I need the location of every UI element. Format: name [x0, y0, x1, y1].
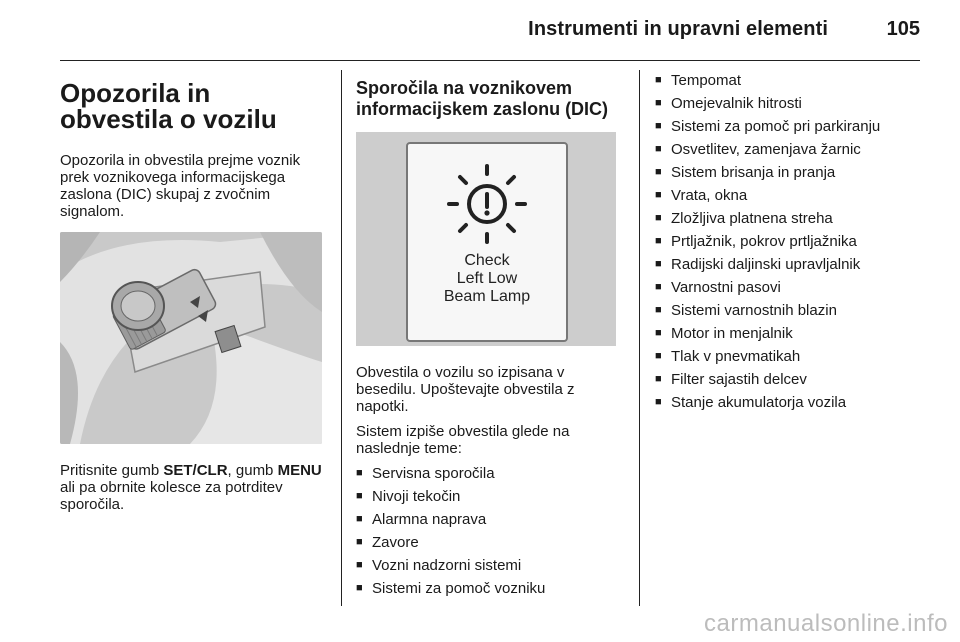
- dic-paragraph-2: Sistem izpiše obvestila glede na naslednje teme:: [356, 423, 570, 457]
- list-item: ■ Osvetlitev, zamenjava žarnic: [655, 141, 861, 158]
- steering-stalk-photo: [60, 232, 322, 444]
- bullet-square-icon: ■: [356, 536, 363, 548]
- menu-key: MENU: [277, 462, 322, 479]
- list-item: ■ Motor in menjalnik: [655, 325, 793, 342]
- list-item: ■ Varnostni pasovi: [655, 279, 781, 296]
- dic-illustration: [356, 132, 616, 346]
- dic-screen: [406, 142, 568, 342]
- topic-list-1: [356, 465, 626, 597]
- list-item: ■ Tempomat: [655, 72, 742, 89]
- bullet-square-icon: ■: [655, 97, 662, 109]
- column-2: [356, 72, 626, 603]
- intro-paragraph: Opozorila in obvestila prejme voznik prek voznikovega informacijskega zaslona (DIC) skupaj z zvočnim signalom.: [60, 152, 301, 220]
- header-divider: [60, 60, 920, 61]
- list-item: ■ Vrata, okna: [655, 187, 748, 204]
- list-item: ■ Sistemi varnostnih blazin: [655, 302, 837, 319]
- dic-heading: Sporočila na voznikovem informacijskem zaslonu (DIC): [356, 78, 609, 119]
- bullet-square-icon: ■: [655, 143, 662, 155]
- lamp-warning-icon: [442, 162, 532, 244]
- list-item: ■ Sistemi za pomoč pri parkiranju: [655, 118, 881, 135]
- set-clr-key: SET/CLR: [163, 462, 228, 479]
- list-item: ■ Zavore: [356, 534, 419, 551]
- bullet-square-icon: ■: [356, 467, 363, 479]
- instruction-post: ali pa obrnite kolesce za potrditev sporočila.: [60, 479, 283, 513]
- instruction-paragraph: [60, 462, 328, 513]
- column-1: [60, 72, 328, 521]
- bullet-square-icon: ■: [655, 74, 662, 86]
- list-item: ■ Filter sajastih delcev: [655, 371, 807, 388]
- page-header-title: Instrumenti in upravni elementi: [528, 18, 828, 40]
- bullet-square-icon: ■: [655, 120, 662, 132]
- bullet-square-icon: ■: [356, 513, 363, 525]
- column-divider-2: [639, 70, 640, 606]
- list-item: ■ Omejevalnik hitrosti: [655, 95, 802, 112]
- list-item: ■ Servisna sporočila: [356, 465, 495, 482]
- list-item: ■ Radijski daljinski upravljalnik: [655, 256, 861, 273]
- list-item: ■ Zložljiva platnena streha: [655, 210, 833, 227]
- list-item: ■ Tlak v pnevmatikah: [655, 348, 801, 365]
- column-divider-1: [341, 70, 342, 606]
- list-item: ■ Sistem brisanja in pranja: [655, 164, 836, 181]
- watermark-link[interactable]: carmanualsonline.info: [704, 610, 948, 637]
- section-heading: Opozorila in obvestila o vozilu: [60, 78, 277, 134]
- bullet-square-icon: ■: [655, 212, 662, 224]
- bullet-square-icon: ■: [655, 304, 662, 316]
- list-item: ■ Alarmna naprava: [356, 511, 487, 528]
- bullet-square-icon: ■: [655, 166, 662, 178]
- bullet-square-icon: ■: [356, 582, 363, 594]
- bullet-square-icon: ■: [655, 327, 662, 339]
- dic-message-line-1: Check: [464, 252, 510, 269]
- bullet-square-icon: ■: [655, 235, 662, 247]
- instruction-mid: , gumb: [227, 462, 278, 479]
- dic-paragraph-1: Obvestila o vozilu so izpisana v besedilu. Upoštevajte obvestila z napotki.: [356, 364, 575, 415]
- instruction-pre: Pritisnite gumb: [60, 462, 164, 479]
- bullet-square-icon: ■: [655, 258, 662, 270]
- dic-message-line-3: Beam Lamp: [443, 288, 531, 305]
- topic-list-2: [655, 72, 917, 411]
- bullet-square-icon: ■: [655, 281, 662, 293]
- bullet-square-icon: ■: [655, 350, 662, 362]
- bullet-square-icon: ■: [356, 490, 363, 502]
- list-item: ■ Stanje akumulatorja vozila: [655, 394, 847, 411]
- bullet-square-icon: ■: [356, 559, 363, 571]
- bullet-square-icon: ■: [655, 189, 662, 201]
- dic-message-line-2: Left Low: [456, 270, 518, 287]
- steering-stalk-image: [60, 232, 322, 444]
- bullet-square-icon: ■: [655, 373, 662, 385]
- page-number: 105: [886, 18, 920, 40]
- column-3: [655, 72, 917, 417]
- list-item: ■ Prtljažnik, pokrov prtljažnika: [655, 233, 857, 250]
- list-item: ■ Nivoji tekočin: [356, 488, 461, 505]
- bullet-square-icon: ■: [655, 396, 662, 408]
- list-item: ■ Sistemi za pomoč vozniku: [356, 580, 546, 597]
- list-item: ■ Vozni nadzorni sistemi: [356, 557, 522, 574]
